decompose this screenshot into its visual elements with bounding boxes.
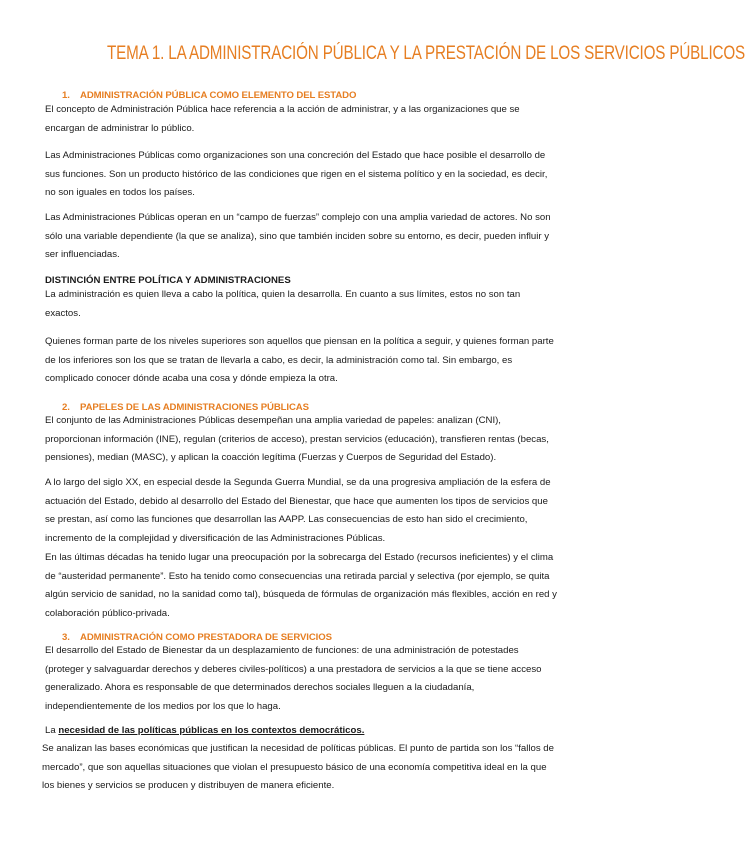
section-number: 2.	[62, 402, 70, 413]
subheading-underlined-text: necesidad de las políticas públicas en los contextos democráticos.	[58, 725, 365, 736]
paragraph: Las Administraciones Públicas operan en un “campo de fuerzas” complejo con una amplia variedad de actores. No son sólo una variable dependiente (la que se analiza), sino que también inciden sobre su entorno, es decir, pueden influir y ser influenciadas.	[45, 212, 551, 261]
page-title: TEMA 1. LA ADMINISTRACIÓN PÚBLICA Y LA PRESTACIÓN DE LOS SERVICIOS PÚBLICOS	[107, 42, 745, 64]
paragraph: El concepto de Administración Pública hace referencia a la acción de administrar, y a las organizaciones que se encargan de administrar lo público.	[45, 104, 520, 134]
subheading: DISTINCIÓN ENTRE POLÍTICA Y ADMINISTRACIONES	[45, 275, 291, 286]
subheading-underlined	[45, 722, 557, 741]
paragraph: Quienes forman parte de los niveles superiores son aquellos que piensan en la política a seguir, y quienes forman parte de los inferiores son los que se tratan de llevarla a cabo, es decir, la administración como tal. Sin embargo, es complicado conocer dónde acaba una cosa y dónde empieza la otra.	[45, 336, 554, 385]
paragraph: Las Administraciones Públicas como organizaciones son una concreción del Estado que hace posible el desarrollo de sus funciones. Son un producto histórico de las condiciones que rigen en el sistema político y en la sociedad, es decir, no son iguales en todos los países.	[45, 150, 548, 199]
paragraph: Se analizan las bases económicas que justifican la necesidad de políticas públicas. El punto de partida son los “fallos de mercado”, que son aquellas situaciones que violan el presupuesto básico de una economía competitiva ideal en la que los bienes y servicios se producen y distribuyen de manera eficiente.	[42, 743, 554, 792]
paragraph: La administración es quien lleva a cabo la política, quien la desarrolla. En cuanto a sus límites, estos no son tan exactos.	[45, 289, 521, 319]
section-heading-1	[62, 90, 356, 101]
section-title: PAPELES DE LAS ADMINISTRACIONES PÚBLICAS	[80, 402, 309, 413]
paragraph: A lo largo del siglo XX, en especial desde la Segunda Guerra Mundial, se da una progresiva ampliación de la esfera de actuación del Estado, debido al desarrollo del Estado del Bienestar, que hace que aumenten los tipos de servicios que se prestan, así como las funciones que desarrollan las AAPP. Las consecuencias de esto han sido el crecimiento, incremento de la complejidad y diversificación de las Administraciones Públicas.	[45, 477, 551, 545]
paragraph: El desarrollo del Estado de Bienestar da un desplazamiento de funciones: de una administración de potestades (proteger y salvaguardar derechos y deberes civiles-políticos) a una prestadora de servicios a la que se tiene acceso generalizado. Ahora es responsable de que determinados derechos sociales lleguen a la ciudadanía, independientemente de los medios por los que lo haga.	[45, 645, 542, 713]
section-title: ADMINISTRACIÓN COMO PRESTADORA DE SERVICIOS	[80, 632, 332, 643]
section-number: 3.	[62, 632, 70, 643]
subheading-prefix: La	[45, 725, 59, 736]
paragraph: En las últimas décadas ha tenido lugar una preocupación por la sobrecarga del Estado (recursos ineficientes) y el clima de “austeridad permanente”. Esto ha tenido como consecuencias una retirada parcial y selectiva (por ejemplo, se quita algún servicio de sanidad, no la sanidad como tal), búsqueda de fórmulas de organización más flexibles, acción en red y colaboración público-privada.	[45, 552, 557, 620]
paragraph: El conjunto de las Administraciones Públicas desempeñan una amplia variedad de papeles: analizan (CNI), proporcionan información (INE), regulan (criterios de acceso), prestan servicios (educación), transfieren rentas (becas, pensiones), median (MASC), y aplican la coacción legítima (Fuerzas y Cuerpos de Seguridad del Estado).	[45, 415, 549, 464]
section-number: 1.	[62, 90, 70, 101]
section-title: ADMINISTRACIÓN PÚBLICA COMO ELEMENTO DEL ESTADO	[80, 90, 357, 101]
